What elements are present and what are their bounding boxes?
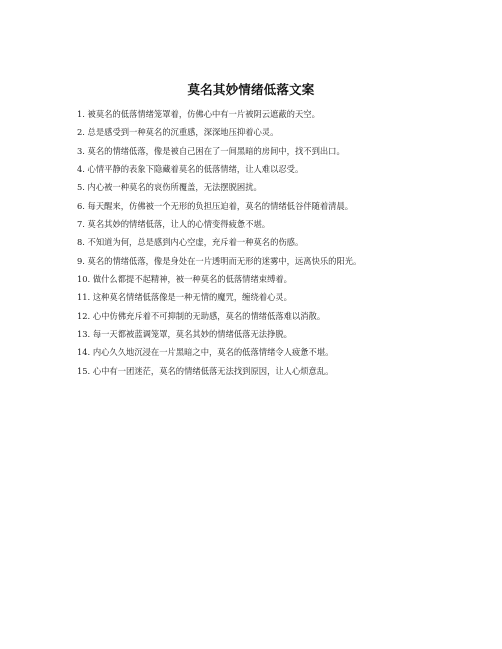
list-item: 4. 心情平静的表象下隐藏着莫名的低落情绪，让人难以忍受。 bbox=[77, 164, 304, 175]
list-item: 1. 被莫名的低落情绪笼罩着，仿佛心中有一片被阴云遮蔽的天空。 bbox=[77, 109, 320, 119]
document-title: 莫名其妙情绪低落文案 bbox=[187, 82, 315, 97]
list-item: 5. 内心被一种莫名的哀伤所覆盖，无法摆脱困扰。 bbox=[77, 182, 262, 193]
list-item: 7. 莫名其妙的情绪低落，让人的心情变得疲惫不堪。 bbox=[77, 219, 271, 230]
list-item: 10. 做什么都提不起精神，被一种莫名的低落情绪束缚着。 bbox=[77, 274, 292, 285]
list-item: 9. 莫名的情绪低落，像是身处在一片透明而无形的迷雾中，远离快乐的阳光。 bbox=[77, 255, 362, 266]
list-item: 15. 心中有一团迷茫，莫名的情绪低落无法找到原因，让人心烦意乱。 bbox=[77, 365, 334, 376]
quote-list bbox=[77, 108, 477, 383]
list-item: 6. 每天醒来，仿佛被一个无形的负担压迫着，莫名的情绪低谷伴随着清晨。 bbox=[77, 200, 354, 211]
list-item: 8. 不知道为何，总是感到内心空虚，充斥着一种莫名的伤感。 bbox=[77, 237, 304, 248]
list-item: 2. 总是感受到一种莫名的沉重感，深深地压抑着心灵。 bbox=[77, 127, 279, 138]
list-item: 3. 莫名的情绪低落，像是被自己困在了一间黑暗的房间中，找不到出口。 bbox=[77, 145, 345, 156]
list-item: 13. 每一天都被蓝调笼罩，莫名其妙的情绪低落无法挣脱。 bbox=[77, 329, 292, 340]
list-item: 14. 内心久久地沉浸在一片黑暗之中，莫名的低落情绪令人疲惫不堪。 bbox=[77, 347, 334, 358]
list-item: 12. 心中仿佛充斥着不可抑制的无助感，莫名的情绪低落难以消散。 bbox=[77, 310, 326, 321]
list-item: 11. 这种莫名情绪低落像是一种无情的魔咒，缠绕着心灵。 bbox=[77, 292, 292, 303]
